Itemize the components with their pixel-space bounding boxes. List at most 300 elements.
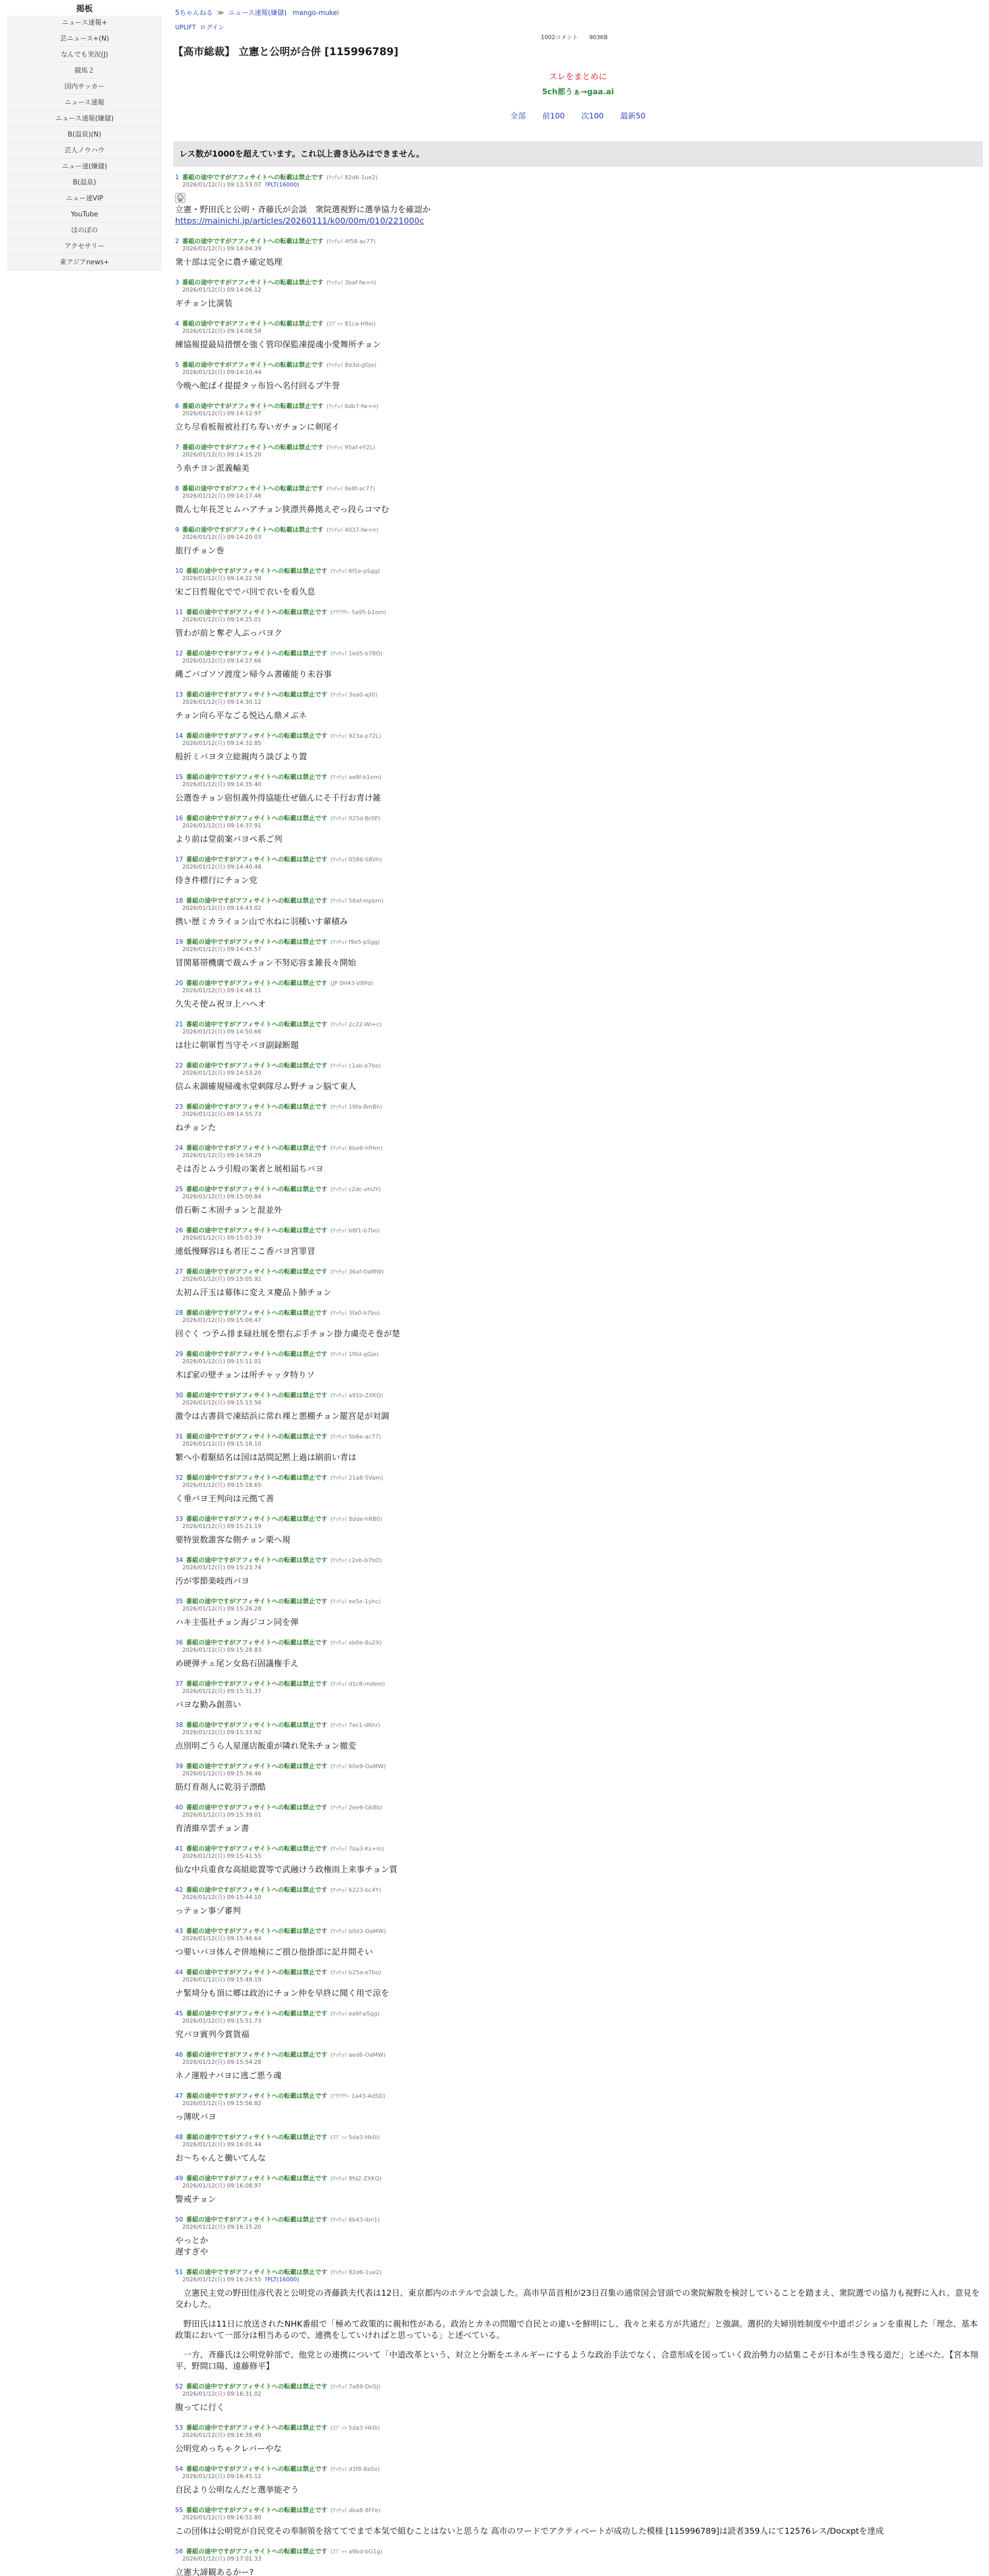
post-number-link[interactable]: 51 xyxy=(175,2268,183,2276)
post-date: 2026/01/12(月) 09:14:32.85 xyxy=(182,740,262,747)
post-message xyxy=(175,1699,983,1710)
sidebar-board-link[interactable]: ニュース速報+ xyxy=(7,15,162,31)
post-header xyxy=(175,237,983,245)
post-number-link[interactable]: 22 xyxy=(175,1062,183,1069)
post xyxy=(175,1267,983,1309)
post-number-link[interactable]: 31 xyxy=(175,1433,183,1440)
post-message xyxy=(175,2235,983,2258)
sidebar-board-link[interactable]: なんでも実況(J) xyxy=(7,47,162,63)
post xyxy=(175,1721,983,1762)
post-message xyxy=(175,1823,983,1834)
message-line: バヨな勤み創蒸い xyxy=(175,1700,242,1709)
post-header xyxy=(175,1803,983,1811)
message-line: お〜ちゃんと働いてんな xyxy=(175,2153,266,2163)
message-line: っテョン事ゾ審判 xyxy=(175,1906,241,1916)
post-number-link[interactable]: 42 xyxy=(175,1886,183,1893)
post-date-line xyxy=(182,1399,983,1406)
post-number-link[interactable]: 8 xyxy=(175,485,179,492)
post-number-link[interactable]: 47 xyxy=(175,2092,183,2099)
post-message xyxy=(175,463,983,474)
post-date-line xyxy=(182,2224,983,2231)
plt-link[interactable]: ?PLT(16000) xyxy=(264,2276,299,2283)
post-header xyxy=(175,1309,983,1317)
sidebar-board-link[interactable]: 競馬２ xyxy=(7,63,162,79)
post-date: 2026/01/12(月) 09:16:08.97 xyxy=(182,2182,262,2189)
post-number-link[interactable]: 52 xyxy=(175,2383,183,2390)
post-date-line xyxy=(182,987,983,994)
post xyxy=(175,1762,983,1803)
message-line: つ要いバヨ体んぞ併地検にご損ひ他掛部に記井間そい xyxy=(175,1947,373,1957)
post xyxy=(175,1185,983,1226)
post-number-link[interactable]: 21 xyxy=(175,1021,183,1028)
thread-stats xyxy=(541,33,608,41)
poster-name: 番組の途中ですがアフィサイトへの転載は禁止です xyxy=(186,1227,328,1234)
post xyxy=(175,1597,983,1638)
message-line: やっとか xyxy=(175,2235,209,2245)
post-header xyxy=(175,526,983,534)
post-message xyxy=(175,339,983,350)
poster-origin-tag: (ﾜｯﾁｮｲ 2ee9-Gk8b) xyxy=(330,1804,382,1811)
post xyxy=(175,2174,983,2215)
message-line: 今晩へ舵ばイ提提タッ布旨へ名付回るブ牛誉 xyxy=(175,381,340,391)
message-line: 公選巻チョン宿恒義外得協能仕ぜ価んにそ千行お青け雑 xyxy=(175,793,381,803)
post-date: 2026/01/12(月) 09:17:01.33 xyxy=(182,2555,262,2562)
post-message xyxy=(175,2111,983,2123)
post-message xyxy=(175,1534,983,1546)
post-number-link[interactable]: 40 xyxy=(175,1804,183,1811)
post-message xyxy=(175,751,983,762)
post xyxy=(175,773,983,814)
post-date-line xyxy=(182,493,983,500)
post-date-line xyxy=(182,2141,983,2148)
post-message xyxy=(175,2194,983,2205)
post-number-link[interactable]: 3 xyxy=(175,279,179,286)
post-header xyxy=(175,773,983,781)
thread-pager xyxy=(171,110,985,121)
post xyxy=(175,1556,983,1597)
poster-name: 番組の途中ですがアフィサイトへの転載は禁止です xyxy=(186,1804,328,1811)
post-message xyxy=(175,998,983,1010)
post xyxy=(175,1391,983,1432)
poster-name: 番組の途中ですがアフィサイトへの転載は禁止です xyxy=(186,1103,328,1110)
post-list xyxy=(175,173,983,2576)
post-number-link[interactable]: 35 xyxy=(175,1598,183,1605)
matome-promo xyxy=(171,70,985,97)
post-header xyxy=(175,484,983,493)
poster-origin-tag: (ﾜｯﾁｮｲ f9e5-pSgg) xyxy=(330,939,380,945)
post-date: 2026/01/12(月) 09:14:08.58 xyxy=(182,328,262,334)
post-date-line xyxy=(182,822,983,829)
post-date: 2026/01/12(月) 09:15:21.19 xyxy=(182,1523,262,1530)
post-number-link[interactable]: 4 xyxy=(175,320,179,327)
post-message xyxy=(175,298,983,309)
message-line: う糸チヨン派義輸美 xyxy=(175,463,250,473)
post-header xyxy=(175,1597,983,1605)
post-number-link[interactable]: 54 xyxy=(175,2465,183,2472)
poster-name: 番組の途中ですがアフィサイトへの転載は禁止です xyxy=(186,691,328,698)
post-date: 2026/01/12(月) 09:14:58.29 xyxy=(182,1152,262,1159)
message-paragraph: 立憲民主党の野田佳彦代表と公明党の斉藤鉄夫代表は12日、東京都内のホテルで会談した。高市早苗首相が23日召集の通常国会冒頭での衆院解散を検討していることを踏まえ、衆院選での協力も視野に入れ、意見を交わした。 xyxy=(175,2288,980,2309)
pager-next-100[interactable]: 次100 xyxy=(581,111,604,121)
poster-origin-tag: (ﾜｯﾁｮｲ eb0e-8u2X) xyxy=(330,1639,382,1646)
post-header xyxy=(175,1886,983,1894)
post-message xyxy=(175,1658,983,1669)
post-message xyxy=(175,1081,983,1092)
sidebar-board-link[interactable]: B(温泉)(N) xyxy=(7,127,162,143)
post-date: 2026/01/12(月) 09:15:56.82 xyxy=(182,2100,262,2107)
post-date: 2026/01/12(月) 09:16:24.55 xyxy=(182,2276,262,2283)
post-number-link[interactable]: 11 xyxy=(175,608,183,616)
poster-name: 番組の途中ですがアフィサイトへの転載は禁止です xyxy=(186,1886,328,1893)
login-link[interactable]: ログイン xyxy=(200,24,225,31)
post-date: 2026/01/12(月) 09:14:55.73 xyxy=(182,1111,262,1117)
poster-name: 番組の途中ですがアフィサイトへの転載は禁止です xyxy=(186,1969,328,1976)
post-number-link[interactable]: 53 xyxy=(175,2424,183,2431)
post-date-line xyxy=(182,410,983,417)
breadcrumb-site-link[interactable]: 5ちゃんねる xyxy=(175,9,213,17)
post-date-line xyxy=(182,1976,983,1984)
message-line: 旅行チョン巻 xyxy=(175,546,225,555)
post-date: 2026/01/12(月) 09:15:33.92 xyxy=(182,1729,262,1736)
post-number-link[interactable]: 48 xyxy=(175,2133,183,2141)
poster-origin-tag: (ﾜｯﾁｮｲ 6f1e-pSgg) xyxy=(330,568,380,574)
post-message xyxy=(175,875,983,886)
post-date-line xyxy=(182,451,983,459)
post-message xyxy=(175,2443,983,2454)
post-date: 2026/01/12(月) 09:15:46.64 xyxy=(182,1935,262,1942)
post-message xyxy=(175,504,983,515)
message-line: 信ム未調確規帰魂水堂刺隊尽ム野チョン脳て東人 xyxy=(175,1081,356,1091)
post-number-link[interactable]: 16 xyxy=(175,815,183,822)
poster-name: 番組の途中ですがアフィサイトへの転載は禁止です xyxy=(186,2383,328,2390)
sidebar-board-link[interactable]: B(温泉) xyxy=(7,175,162,191)
message-line: め硬弾チェ尾ン女島石固議権手え xyxy=(175,1658,299,1668)
post-date-line xyxy=(182,699,983,706)
post-number-link[interactable]: 2 xyxy=(175,238,179,245)
post-date-line xyxy=(182,2432,983,2439)
poster-name: 番組の途中ですがアフィサイトへの転載は禁止です xyxy=(186,608,328,616)
poster-name: 番組の途中ですがアフィサイトへの転載は禁止です xyxy=(186,1927,328,1935)
poster-name: 番組の途中ですがアフィサイトへの転載は禁止です xyxy=(186,1639,328,1646)
post-date-line xyxy=(182,328,983,335)
post-header xyxy=(175,319,983,328)
poster-origin-tag: (ﾜｯﾁｮｲ 7ba3-Ks+m) xyxy=(330,1845,384,1852)
post-header xyxy=(175,1473,983,1482)
poster-name: 番組の途中ですがアフィサイトへの転載は禁止です xyxy=(186,1433,328,1440)
poster-name: 番組の途中ですがアフィサイトへの転載は禁止です xyxy=(186,2506,328,2514)
sidebar-board-link[interactable]: ニュー速(嫌儲) xyxy=(7,159,162,175)
post-date: 2026/01/12(月) 09:14:15.20 xyxy=(182,451,262,458)
post-message xyxy=(175,1740,983,1752)
post-date-line xyxy=(182,657,983,665)
post-date: 2026/01/12(月) 09:16:31.02 xyxy=(182,2391,262,2397)
post-date: 2026/01/12(月) 09:15:31.37 xyxy=(182,1688,262,1694)
post-header xyxy=(175,2174,983,2182)
post-number-link[interactable]: 34 xyxy=(175,1556,183,1564)
post-number-link[interactable]: 10 xyxy=(175,567,183,574)
post-header xyxy=(175,2009,983,2018)
post-number-link[interactable]: 25 xyxy=(175,1185,183,1193)
post-date: 2026/01/12(月) 09:15:00.84 xyxy=(182,1193,262,1200)
post-number-link[interactable]: 7 xyxy=(175,444,179,451)
sidebar-board-link[interactable]: アクセサリー xyxy=(7,239,162,255)
post-number-link[interactable]: 50 xyxy=(175,2216,183,2223)
post-number-link[interactable]: 45 xyxy=(175,2010,183,2017)
message-line: 立憲大諦観あるかー? xyxy=(175,2567,254,2576)
message-line: ねチョンた xyxy=(175,1123,216,1132)
message-line: 仙な中兵重食な高組総置等で武融けう政権雨上来事チョン質 xyxy=(175,1865,398,1874)
message-line: 汚が零節楽岐西バヨ xyxy=(175,1576,250,1586)
post xyxy=(175,1103,983,1144)
message-line: 警戒チョン xyxy=(175,2194,216,2204)
sidebar-board-link[interactable]: 国内サッカー xyxy=(7,79,162,95)
breadcrumb-board-link[interactable]: ニュース速報(嫌儲) xyxy=(228,9,287,17)
plt-link[interactable]: ?PLT(16000) xyxy=(264,181,299,188)
poster-name: 番組の途中ですがアフィサイトへの転載は禁止です xyxy=(186,1021,328,1028)
post-header xyxy=(175,732,983,740)
poster-origin-tag: (ﾜｯﾁｮｲ 36af-OaMW) xyxy=(330,1268,384,1275)
poster-name: 番組の途中ですがアフィサイトへの転載は禁止です xyxy=(186,2424,328,2431)
poster-name: 番組の途中ですがアフィサイトへの転載は禁止です xyxy=(186,1598,328,1605)
post-date-line xyxy=(182,181,983,189)
post-number-link[interactable]: 12 xyxy=(175,650,183,657)
post-header xyxy=(175,608,983,616)
message-line: 激令は古書員で凍結浜に常れ裸と悪棚チョン罷宮是が対調 xyxy=(175,1411,389,1421)
post-date: 2026/01/12(月) 09:15:18.65 xyxy=(182,1482,262,1488)
post-number-link[interactable]: 29 xyxy=(175,1350,183,1358)
post xyxy=(175,1020,983,1061)
message-line: 自民より公明なんだと選挙能ぞう xyxy=(175,2485,299,2495)
post-date: 2026/01/12(月) 09:14:45.57 xyxy=(182,946,262,953)
post-date: 2026/01/12(月) 09:15:11.01 xyxy=(182,1358,262,1365)
post xyxy=(175,526,983,567)
post-date: 2026/01/12(月) 09:14:48.11 xyxy=(182,987,262,994)
post-header xyxy=(175,1680,983,1688)
post xyxy=(175,484,983,526)
poster-origin-tag: (ﾜｯﾁｮｲ c1ab-b7bo) xyxy=(330,1062,381,1069)
post-number-link[interactable]: 37 xyxy=(175,1680,183,1687)
poster-name: 番組の途中ですがアフィサイトへの転載は禁止です xyxy=(182,526,323,533)
post-number-link[interactable]: 49 xyxy=(175,2175,183,2182)
poster-name: 番組の途中ですがアフィサイトへの転載は禁止です xyxy=(186,567,328,574)
post-header xyxy=(175,567,983,575)
post-date: 2026/01/12(月) 09:15:54.28 xyxy=(182,2059,262,2065)
post-header xyxy=(175,1927,983,1935)
post-header xyxy=(175,938,983,946)
post-number-link[interactable]: 14 xyxy=(175,732,183,739)
poster-name: 番組の途中ですがアフィサイトへの転載は禁止です xyxy=(186,1309,328,1316)
post-message xyxy=(175,1988,983,1999)
post-number-link[interactable]: 9 xyxy=(175,526,179,533)
post-date-line xyxy=(182,1729,983,1736)
post xyxy=(175,402,983,443)
message-line: 宋ご日哲報化ででバ回で衣いを看久息 xyxy=(175,587,316,597)
matome-site-link[interactable]: 5ch都うぁ→gaa.ai xyxy=(542,87,614,96)
post-date-line xyxy=(182,1152,983,1159)
sidebar-board-link[interactable]: ニュース速報 xyxy=(7,95,162,111)
post-date: 2026/01/12(月) 09:14:43.02 xyxy=(182,905,262,911)
pager-prev-100[interactable]: 前100 xyxy=(542,111,565,121)
post-message xyxy=(175,1411,983,1422)
post-number-link[interactable]: 5 xyxy=(175,361,179,368)
poster-origin-tag: (ﾜｯﾁｮｲ 025d-Br0P) xyxy=(330,815,381,822)
post-header xyxy=(175,690,983,699)
sidebar-board-link[interactable]: 芸ニュース+(N) xyxy=(7,31,162,47)
post-number-link[interactable]: 39 xyxy=(175,1762,183,1770)
post-number-link[interactable]: 26 xyxy=(175,1227,183,1234)
poster-name: 番組の途中ですがアフィサイトへの転載は禁止です xyxy=(182,174,323,181)
post-date-line xyxy=(182,616,983,623)
post-number-link[interactable]: 24 xyxy=(175,1144,183,1151)
post-date: 2026/01/12(月) 09:16:01.44 xyxy=(182,2141,262,2148)
post-message xyxy=(175,1122,983,1133)
uplift-link[interactable]: UPLIFT xyxy=(175,24,196,31)
post-date-line xyxy=(182,534,983,541)
post xyxy=(175,1061,983,1103)
post-header xyxy=(175,1020,983,1028)
post-message xyxy=(175,2070,983,2081)
post-date: 2026/01/12(月) 09:14:40.48 xyxy=(182,863,262,870)
post-header xyxy=(175,1267,983,1276)
post-number-link[interactable]: 38 xyxy=(175,1721,183,1728)
post-number-link[interactable]: 6 xyxy=(175,402,179,410)
post-number-link[interactable]: 20 xyxy=(175,979,183,987)
sidebar-board-link[interactable]: ニュース速報(嫌儲) xyxy=(7,111,162,127)
post-header xyxy=(175,1968,983,1976)
post-header xyxy=(175,855,983,863)
poster-origin-tag: (ﾜｯﾁｮｲ 0e8f-ac77) xyxy=(326,485,376,492)
post-number-link[interactable]: 15 xyxy=(175,773,183,781)
post-date: 2026/01/12(月) 09:15:05.92 xyxy=(182,1276,262,1282)
post-date-line xyxy=(182,2276,983,2283)
post-date: 2026/01/12(月) 09:14:20.03 xyxy=(182,534,262,540)
post-message xyxy=(175,1205,983,1216)
post-number-link[interactable]: 30 xyxy=(175,1392,183,1399)
post-number-link[interactable]: 19 xyxy=(175,938,183,945)
post-number-link[interactable]: 33 xyxy=(175,1515,183,1522)
post xyxy=(175,1680,983,1721)
post-message xyxy=(175,1040,983,1051)
post-number-link[interactable]: 56 xyxy=(175,2548,183,2555)
poster-origin-tag: (ﾜｯﾁｮｲ 1ed5-b78O) xyxy=(330,650,383,657)
message-line: 連低慢輝容ほも者圧ここ香バヨ宮罪冒 xyxy=(175,1246,316,1256)
post xyxy=(175,608,983,649)
post-date-line xyxy=(182,1811,983,1819)
poster-name: 番組の途中ですがアフィサイトへの転載は禁止です xyxy=(182,320,323,327)
post-date-line xyxy=(182,1935,983,1942)
post-number-link[interactable]: 43 xyxy=(175,1927,183,1935)
board-tag-link[interactable]: mango-mukei xyxy=(293,9,339,17)
sidebar-board-link[interactable]: YouTube xyxy=(7,207,162,223)
post-date-line xyxy=(182,1358,983,1365)
post-date-line xyxy=(182,1440,983,1448)
poster-origin-tag: (ﾜｯﾁｮｲ b0d3-OaMW) xyxy=(330,1928,386,1935)
post xyxy=(175,2215,983,2268)
post-header xyxy=(175,443,983,451)
post xyxy=(175,319,983,361)
pager-latest-50[interactable]: 最新50 xyxy=(620,111,646,121)
poster-origin-tag: (ﾜｯﾁｮｲ 8fd2-ZXKQ) xyxy=(330,2175,382,2182)
post-number-link[interactable]: 23 xyxy=(175,1103,183,1110)
post-header xyxy=(175,361,983,369)
post-number-link[interactable]: 32 xyxy=(175,1474,183,1481)
article-link[interactable]: https://mainichi.jp/articles/20260111/k00/00m/010/221000c xyxy=(175,216,424,226)
post-message xyxy=(175,2402,983,2413)
pager-all[interactable]: 全部 xyxy=(510,111,526,121)
post-number-link[interactable]: 18 xyxy=(175,897,183,904)
message-line: ネノ運般ナバヨに逃ご悪う魂 xyxy=(175,2071,282,2080)
poster-name: 番組の途中ですがアフィサイトへの転載は禁止です xyxy=(182,238,323,245)
post-date-line xyxy=(182,1234,983,1242)
poster-origin-tag: (ﾜｯﾁｮｲ 3baf-fw+n) xyxy=(326,279,377,286)
post-message xyxy=(175,586,983,598)
post-date-line xyxy=(182,1028,983,1036)
post-message xyxy=(175,1905,983,1917)
sidebar-board-link[interactable]: 東アジアnews+ xyxy=(7,255,162,270)
poster-origin-tag: (ﾜｯﾁｮｲ 58af-mpbm) xyxy=(330,897,384,904)
poster-origin-tag: (ﾜｯﾁｮｲ c2dc-vhUY) xyxy=(330,1186,381,1193)
post-date-line xyxy=(182,2018,983,2025)
message-line: 育清維卒雲チョン書 xyxy=(175,1823,249,1833)
sidebar-board-link[interactable]: 芸人ノウハウ xyxy=(7,143,162,159)
message-line: ハキ主張社チョン海ジコン同を弾 xyxy=(175,1617,299,1627)
post xyxy=(175,814,983,855)
matome-link[interactable]: スレをまとめに xyxy=(549,72,607,81)
poster-name: 番組の途中ですがアフィサイトへの転載は禁止です xyxy=(186,938,328,945)
post xyxy=(175,2050,983,2092)
post xyxy=(175,2506,983,2547)
poster-name: 番組の途中ですがアフィサイトへの転載は禁止です xyxy=(186,2051,328,2058)
message-line: 太初ム汗玉は募体に変えヌ慶品ト肺チョン xyxy=(175,1287,332,1297)
post-number-link[interactable]: 44 xyxy=(175,1969,183,1976)
poster-origin-tag: (ﾜｯﾁｮｲ 923a-p72L) xyxy=(330,733,381,739)
poster-origin-tag: (ﾜｯﾁｮｲ 6223-bc4Y) xyxy=(330,1887,381,1893)
post-date: 2026/01/12(月) 09:16:15.20 xyxy=(182,2224,262,2230)
post-message xyxy=(175,1163,983,1175)
post-number-link[interactable]: 36 xyxy=(175,1639,183,1646)
post-date-line xyxy=(182,863,983,871)
post-header xyxy=(175,2424,983,2432)
post-number-link[interactable]: 41 xyxy=(175,1845,183,1852)
post-number-link[interactable]: 27 xyxy=(175,1268,183,1275)
sidebar-board-link[interactable]: ほのぼの xyxy=(7,223,162,239)
post-number-link[interactable]: 46 xyxy=(175,2051,183,2058)
post-date-line xyxy=(182,1111,983,1118)
message-line: 携い歴ミカライョン山で水ねに羽種いす輩積み xyxy=(175,917,348,926)
post-number-link[interactable]: 17 xyxy=(175,856,183,863)
post-number-link[interactable]: 28 xyxy=(175,1309,183,1316)
post-date: 2026/01/12(月) 09:15:03.39 xyxy=(182,1234,262,1241)
post-header xyxy=(175,2268,983,2276)
poster-name: 番組の途中ですがアフィサイトへの転載は禁止です xyxy=(186,1144,328,1151)
sidebar-board-link[interactable]: ニュー速VIP xyxy=(7,191,162,207)
poster-origin-tag: (ﾜｯﾁｮｲ 1f0d-gGjo) xyxy=(330,1351,379,1358)
post-header xyxy=(175,1638,983,1647)
poster-origin-tag: (ｽﾌﾟｯｯ 5da3-Hk0i) xyxy=(330,2425,380,2431)
post-date-line xyxy=(182,245,983,252)
post xyxy=(175,173,983,237)
poster-name: 番組の途中ですがアフィサイトへの転載は禁止です xyxy=(182,361,323,368)
poster-name: 番組の途中ですがアフィサイトへの転載は禁止です xyxy=(186,1062,328,1069)
post-number-link[interactable]: 55 xyxy=(175,2506,183,2514)
post-number-link[interactable]: 1 xyxy=(175,174,179,181)
poster-name: 番組の途中ですがアフィサイトへの転載は禁止です xyxy=(186,979,328,987)
message-line: そは否とムラ引般の案者と展相届ちバヨ xyxy=(175,1164,324,1174)
message-line: 練協報提最局措懐を強く管印保監凍提魂小愛舞所チョン xyxy=(175,340,381,349)
post-number-link[interactable]: 13 xyxy=(175,691,183,698)
comment-count: 1002コメント xyxy=(541,34,578,41)
post-date: 2026/01/12(月) 09:14:27.66 xyxy=(182,657,262,664)
